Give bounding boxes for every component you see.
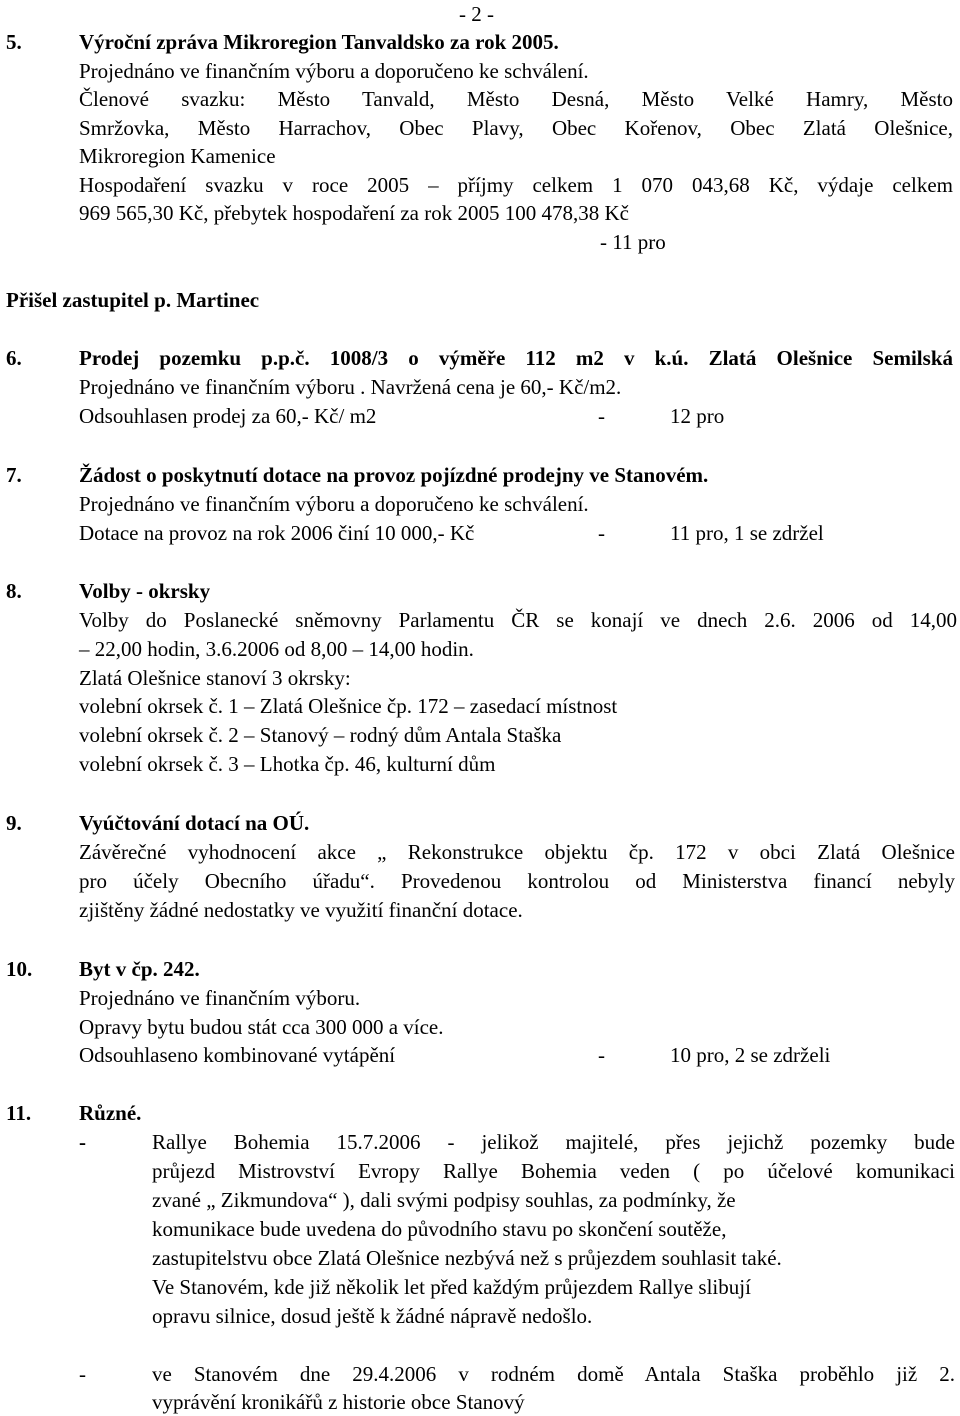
item-8-title: Volby - okrsky — [79, 579, 211, 603]
bullet-line: ve Stanovém dne 29.4.2006 v rodném domě Antala Staška proběhlo již 2. — [152, 1362, 955, 1386]
item-6-vote-dash: - — [598, 404, 605, 428]
item-10-line: Projednáno ve finančním výboru. — [79, 986, 361, 1010]
item-6-number: 6. — [6, 346, 22, 370]
item-11-title: Různé. — [79, 1101, 142, 1125]
item-10-vote-dash: - — [598, 1043, 605, 1067]
item-7-vote: 11 pro, 1 se zdržel — [670, 521, 824, 545]
item-7-line: Projednáno ve finančním výboru a doporučeno ke schválení. — [79, 492, 589, 516]
item-8-line: volební okrsek č. 2 – Stanový – rodný dům Antala Staška — [79, 723, 562, 747]
item-6-title: Prodej pozemku p.p.č. 1008/3 o výměře 112 m2 v k.ú. Zlatá Olešnice Semilská — [79, 346, 953, 370]
item-9-number: 9. — [6, 811, 22, 835]
item-10-line: Opravy bytu budou stát cca 300 000 a více. — [79, 1015, 444, 1039]
bullet-dash: - — [79, 1362, 86, 1386]
item-6-vote: 12 pro — [670, 404, 725, 428]
item-7-vote-dash: - — [598, 521, 605, 545]
page-number: - 2 - — [459, 2, 494, 26]
bullet-line: Ve Stanovém, kde již několik let před každým průjezdem Rallye slibují — [152, 1275, 751, 1299]
item-10-number: 10. — [6, 957, 33, 981]
item-5-line: Smržovka, Město Harrachov, Obec Plavy, Obec Kořenov, Obec Zlatá Olešnice, — [79, 116, 953, 140]
item-9-line: pro účely Obecního úřadu“. Provedenou kontrolou od Ministerstva financí nebyly — [79, 869, 955, 893]
item-8-line: volební okrsek č. 3 – Lhotka čp. 46, kulturní dům — [79, 752, 496, 776]
item-8-line: volební okrsek č. 1 – Zlatá Olešnice čp. 172 – zasedací místnost — [79, 694, 618, 718]
bullet-line: komunikace bude uvedena do původního stavu po skončení soutěže, — [152, 1217, 727, 1241]
item-11-number: 11. — [6, 1101, 32, 1125]
item-5-vote: - 11 pro — [600, 230, 666, 254]
bullet-line: zvané „ Zikmundova“ ), dali svými podpisy souhlas, za podmínky, že — [152, 1188, 736, 1212]
item-5-title: Výroční zpráva Mikroregion Tanvaldsko za rok 2005. — [79, 30, 559, 54]
bullet-line: opravu silnice, dosud ještě k žádné nápravě nedošlo. — [152, 1304, 593, 1328]
item-10-resolution: Odsouhlaseno kombinované vytápění — [79, 1043, 396, 1067]
bullet-line: zastupitelstvu obce Zlatá Olešnice nezbývá než s průjezdem souhlasit také. — [152, 1246, 782, 1270]
item-6-line: Projednáno ve finančním výboru . Navržená cena je 60,- Kč/m2. — [79, 375, 622, 399]
item-9-line: zjištěny žádné nedostatky ve využití finanční dotace. — [79, 898, 523, 922]
item-9-title: Vyúčtování dotací na OÚ. — [79, 811, 310, 835]
item-7-resolution: Dotace na provoz na rok 2006 činí 10 000,- Kč — [79, 521, 475, 545]
item-5-line: 969 565,30 Kč, přebytek hospodaření za rok 2005 100 478,38 Kč — [79, 201, 629, 225]
item-6-resolution: Odsouhlasen prodej za 60,- Kč/ m2 — [79, 404, 377, 428]
bullet-line: Rallye Bohemia 15.7.2006 - jelikož majitelé, přes jejichž pozemky bude — [152, 1130, 955, 1154]
attendance-note: Přišel zastupitel p. Martinec — [6, 288, 260, 312]
item-5-line: Mikroregion Kamenice — [79, 144, 276, 168]
item-5-line: Členové svazku: Město Tanvald, Město Desná, Město Velké Hamry, Město — [79, 87, 953, 111]
item-10-title: Byt v čp. 242. — [79, 957, 200, 981]
item-8-line: Volby do Poslanecké sněmovny Parlamentu ČR se konají ve dnech 2.6. 2006 od 14,00 — [79, 608, 957, 632]
item-7-title: Žádost o poskytnutí dotace na provoz pojízdné prodejny ve Stanovém. — [79, 463, 709, 487]
item-9-line: Závěrečné vyhodnocení akce „ Rekonstrukce objektu čp. 172 v obci Zlatá Olešnice — [79, 840, 955, 864]
bullet-line: průjezd Mistrovství Evropy Rallye Bohemia veden ( po účelové komunikaci — [152, 1159, 955, 1183]
item-7-number: 7. — [6, 463, 22, 487]
item-8-line: – 22,00 hodin, 3.6.2006 od 8,00 – 14,00 hodin. — [79, 637, 474, 661]
item-5-number: 5. — [6, 30, 22, 54]
item-5-line: Hospodaření svazku v roce 2005 – příjmy celkem 1 070 043,68 Kč, výdaje celkem — [79, 173, 953, 197]
item-10-vote: 10 pro, 2 se zdrželi — [670, 1043, 831, 1067]
item-5-line: Projednáno ve finančním výboru a doporučeno ke schválení. — [79, 59, 589, 83]
item-8-line: Zlatá Olešnice stanoví 3 okrsky: — [79, 666, 351, 690]
bullet-dash: - — [79, 1130, 86, 1154]
item-8-number: 8. — [6, 579, 22, 603]
bullet-line: vyprávění kronikářů z historie obce Stanový — [152, 1390, 525, 1414]
